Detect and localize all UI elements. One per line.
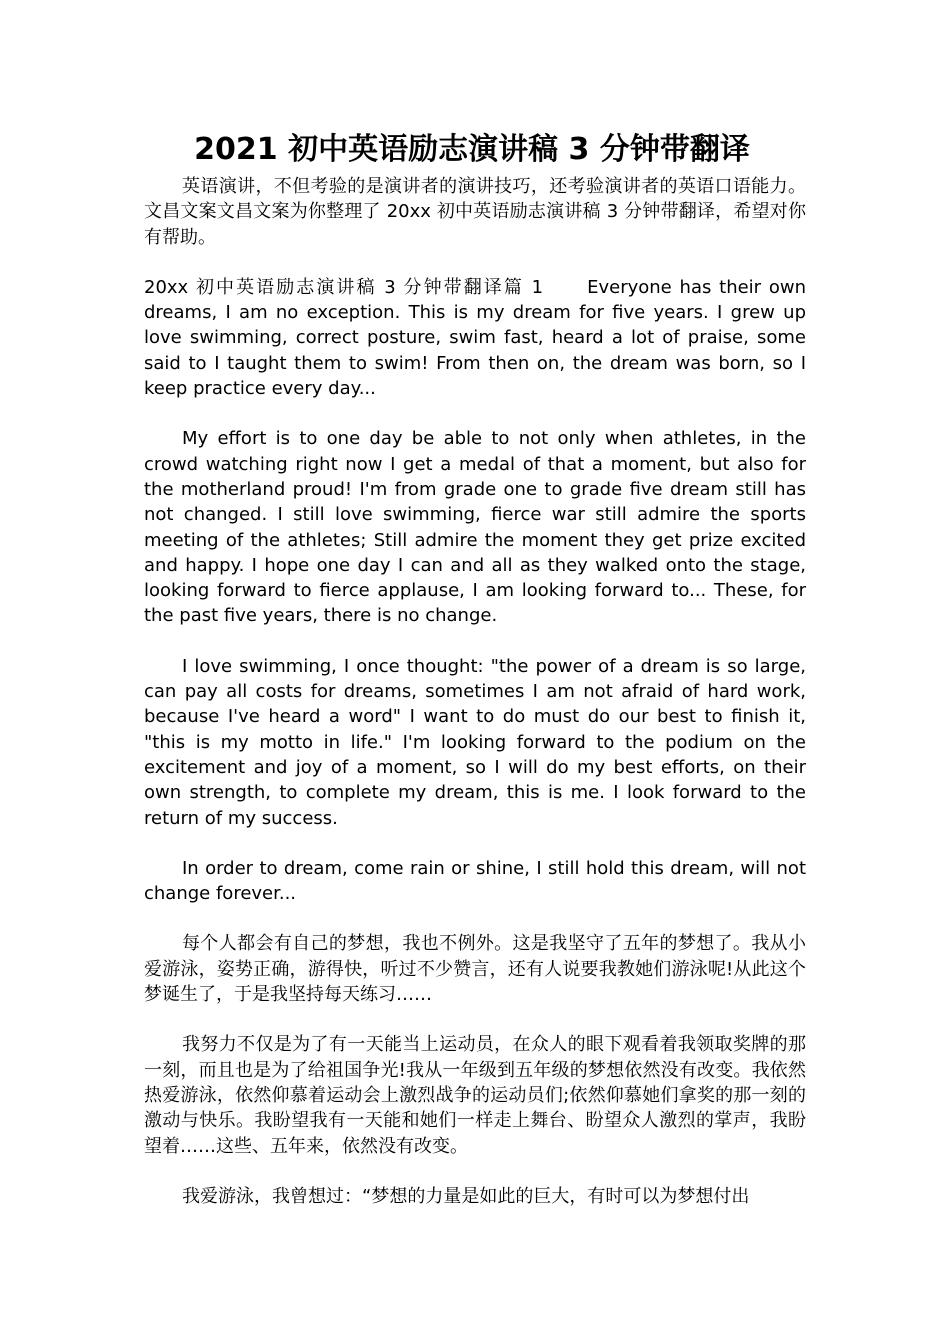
english-paragraph-2: My effort is to one day be able to not only when athletes, in the crowd watching right now I get a medal of that a moment, but also for the motherland proud! I'm from grade one to grade five dream still has not changed. I still love swimming, fierce war still admire the sports meeting of the athletes; Still admire the moment they get prize excited and happy. I hope one day I can and all as they walked onto the stage, looking forward to fierce applause, I am looking forward to... These, for the past five years, there is no change.	[144, 428, 806, 627]
english-paragraph-3: I love swimming, I once thought: "the power of a dream is so large, can pay all costs for dreams, sometimes I am not afraid of hard work, because I've heard a word" I want to do must do our best to finish it, "this is my motto in life." I'm looking forward to the podium on the excitement and joy of a moment, so I will do my best efforts, on their own strength, to complete my dream, this is me. I look forward to the return of my success.	[144, 655, 806, 829]
document-title: 2021 初中英语励志演讲稿 3 分钟带翻译	[194, 132, 750, 167]
chinese-paragraph-1: 每个人都会有自己的梦想，我也不例外。这是我坚守了五年的梦想了。我从小爱游泳，姿势正确，游得快，听过不少赞言，还有人说要我教她们游泳呢!从此这个梦诞生了，于是我坚持每天练习……	[144, 933, 806, 1006]
document-page	[144, 130, 806, 1234]
english-paragraph-1: Everyone has their own dreams, I am no exception. This is my dream for five years. I grew up love swimming, correct posture, swim fast, heard a lot of praise, some said to I taught them to swim! From then on, the dream was born, so I keep practice every day...	[144, 276, 806, 400]
intro-paragraph: 英语演讲，不但考验的是演讲者的演讲技巧，还考验演讲者的英语口语能力。文昌文案文昌文案为你整理了 20xx 初中英语励志演讲稿 3 分钟带翻译，希望对你有帮助。	[144, 176, 806, 248]
chinese-paragraph-2: 我努力不仅是为了有一天能当上运动员，在众人的眼下观看着我领取奖牌的那一刻，而且也是为了给祖国争光!我从一年级到五年级的梦想依然没有改变。我依然热爱游泳，依然仰慕着运动会上激烈战争的运动员们;依然仰慕她们拿奖的那一刻的激动与快乐。我盼望我有一天能和她们一样走上舞台、盼望众人激烈的掌声，我盼望着……这些、五年来，依然没有改变。	[144, 1034, 806, 1157]
chinese-paragraph-3: 我爱游泳，我曾想过：“梦想的力量是如此的巨大，有时可以为梦想付出	[182, 1185, 750, 1207]
english-paragraph-4: In order to dream, come rain or shine, I still hold this dream, will not change forever...	[144, 857, 806, 905]
section-heading: 20xx 初中英语励志演讲稿 3 分钟带翻译篇 1	[144, 276, 544, 298]
section-1-paragraph	[144, 275, 806, 401]
